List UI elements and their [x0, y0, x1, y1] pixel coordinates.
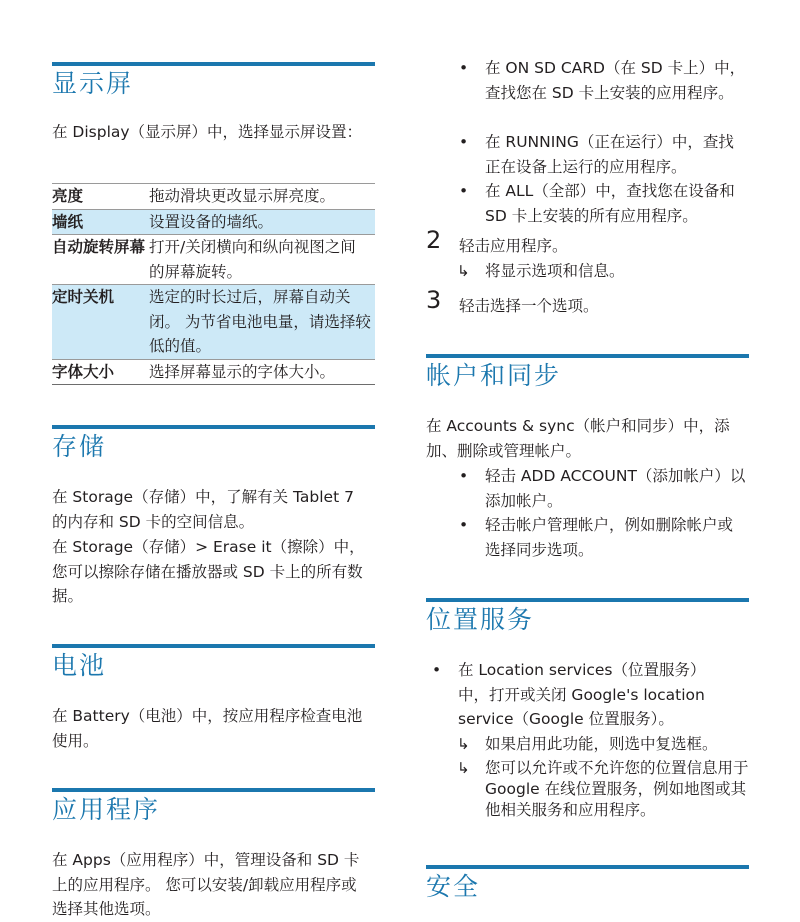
location-result — [457, 732, 749, 757]
bullet-icon: • — [459, 59, 469, 77]
result-arrow-icon: ↳ — [457, 759, 470, 777]
bullet-icon: • — [459, 133, 469, 151]
list-item — [459, 179, 747, 228]
bullet-icon: • — [459, 467, 469, 485]
table-cell-value: 选定的时长过后，屏幕自动关闭。 为节省电池电量，请选择较低的值。 — [149, 285, 375, 360]
result-arrow-icon: ↳ — [457, 735, 470, 753]
location-section-rule — [426, 598, 749, 602]
table-cell-key: 自动旋转屏幕 — [52, 235, 149, 285]
display-settings-table — [52, 183, 375, 385]
table-cell-key: 墙纸 — [52, 209, 149, 235]
result-text: 如果启用此功能，则选中复选框。 — [485, 735, 718, 753]
bullet-icon: • — [459, 182, 469, 200]
bullet-icon: • — [459, 516, 469, 534]
list-item — [459, 464, 747, 513]
table-cell-value: 设置设备的墙纸。 — [149, 209, 375, 235]
display-intro: 在 Display（显示屏）中，选择显示屏设置： — [52, 123, 363, 141]
step-text: 轻击选择一个选项。 — [459, 297, 599, 315]
table-cell-value: 打开/关闭横向和纵向视图之间的屏幕旋转。 — [149, 235, 375, 285]
location-section-title: 位置服务 — [426, 605, 535, 634]
list-item — [459, 56, 747, 105]
display-section-rule — [52, 62, 375, 66]
storage-paragraph-2: 在 Storage（存储）> Erase it（擦除）中，您可以擦除存储在播放器或 SD 卡上的所有数据。 — [52, 538, 365, 605]
table-row — [52, 184, 375, 210]
accounts-section-rule — [426, 354, 749, 358]
table-cell-key: 定时关机 — [52, 285, 149, 360]
list-item-text: 在 RUNNING（正在运行）中，查找正在设备上运行的应用程序。 — [485, 133, 734, 176]
step-number: 3 — [426, 286, 442, 314]
display-section-title: 显示屏 — [52, 69, 134, 98]
table-cell-key: 亮度 — [52, 184, 149, 210]
apps-paragraph: 在 Apps（应用程序）中，管理设备和 SD 卡上的应用程序。 您可以安装/卸载应用程序或选择其他选项。 — [52, 851, 360, 918]
list-item-text: 在 ON SD CARD（在 SD 卡上）中，查找您在 SD 卡上安装的应用程序。 — [485, 59, 746, 102]
accounts-section-title: 帐户和同步 — [426, 361, 562, 390]
list-item — [432, 658, 710, 732]
result-text: 将显示选项和信息。 — [485, 262, 625, 280]
table-row — [52, 285, 375, 360]
security-section-rule — [426, 865, 749, 869]
storage-section-title: 存储 — [52, 432, 107, 461]
table-row — [52, 359, 375, 385]
storage-section-rule — [52, 425, 375, 429]
bullet-icon: • — [432, 661, 442, 679]
battery-section-rule — [52, 644, 375, 648]
list-item-text: 在 Location services（位置服务）中，打开或关闭 Google's location service（Google 位置服务）。 — [458, 661, 706, 728]
battery-paragraph: 在 Battery（电池）中，按应用程序检查电池使用。 — [52, 707, 363, 750]
list-item-text: 轻击 ADD ACCOUNT（添加帐户）以添加帐户。 — [485, 467, 746, 510]
step-2-result — [457, 259, 747, 284]
table-row — [52, 235, 375, 285]
accounts-intro: 在 Accounts & sync（帐户和同步）中，添加、删除或管理帐户。 — [426, 417, 730, 460]
security-section-title: 安全 — [426, 872, 481, 901]
table-row — [52, 209, 375, 235]
list-item-text: 在 ALL（全部）中，查找您在设备和 SD 卡上安装的所有应用程序。 — [485, 182, 735, 225]
battery-section-title: 电池 — [52, 651, 107, 680]
apps-section-rule — [52, 788, 375, 792]
step-2 — [426, 226, 749, 259]
step-number: 2 — [426, 226, 442, 254]
table-cell-value: 选择屏幕显示的字体大小。 — [149, 359, 375, 385]
table-cell-value: 拖动滑块更改显示屏亮度。 — [149, 184, 375, 210]
list-item — [459, 130, 747, 179]
result-text: 您可以允许或不允许您的位置信息用于 Google 在线位置服务，例如地图或其他相关服务和应用程序。 — [485, 759, 749, 819]
location-result — [457, 758, 749, 821]
step-3 — [426, 286, 749, 319]
apps-section-title: 应用程序 — [52, 795, 161, 824]
table-cell-key: 字体大小 — [52, 359, 149, 385]
list-item-text: 轻击帐户管理帐户，例如删除帐户或选择同步选项。 — [485, 516, 734, 559]
step-text: 轻击应用程序。 — [459, 237, 568, 255]
list-item — [459, 513, 747, 562]
result-arrow-icon: ↳ — [457, 262, 470, 280]
storage-paragraph-1: 在 Storage（存储）中，了解有关 Tablet 7 的内存和 SD 卡的空间信息。 — [52, 488, 354, 531]
